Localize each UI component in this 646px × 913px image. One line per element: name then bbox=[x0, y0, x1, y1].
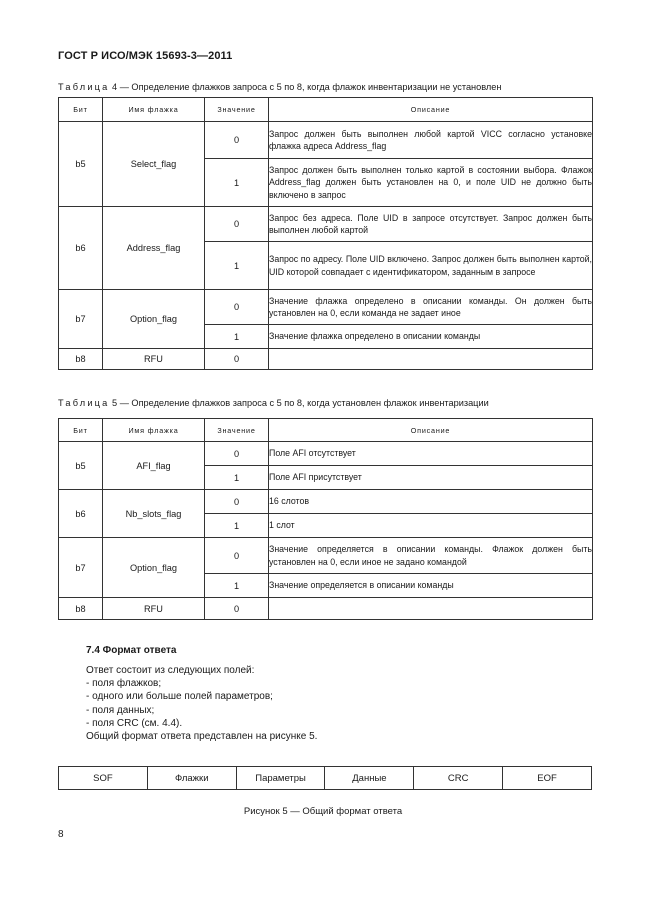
table4-caption bbox=[58, 82, 501, 92]
table-row bbox=[59, 538, 593, 574]
bit-cell: b7 bbox=[59, 538, 103, 598]
table-row bbox=[59, 490, 593, 514]
description-cell: Запрос без адреса. Поле UID в запросе отсутствует. Запрос должен быть выполнен любой картой bbox=[269, 207, 593, 242]
flag-name-cell: RFU bbox=[103, 598, 205, 620]
value-cell: 1 bbox=[205, 514, 269, 538]
bit-cell: b6 bbox=[59, 490, 103, 538]
flag-name-cell: AFI_flag bbox=[103, 442, 205, 490]
table5-header-row bbox=[59, 419, 593, 442]
body-line: - одного или больше полей параметров; bbox=[86, 691, 273, 703]
description-cell: Значение определяется в описании команды. Флажок должен быть установлен на 0, если иное не задано командой bbox=[269, 538, 593, 574]
description-cell: Значение флажка определено в описании команды bbox=[269, 325, 593, 349]
table4-title: — Определение флажков запроса с 5 по 8, когда флажок инвентаризации не установлен bbox=[119, 82, 502, 92]
table4-col-value: Значение bbox=[205, 98, 269, 122]
flag-name-cell: Select_flag bbox=[103, 122, 205, 207]
table5-label: Таблица bbox=[58, 398, 110, 408]
flag-name-cell: Option_flag bbox=[103, 538, 205, 598]
value-cell: 1 bbox=[205, 159, 269, 207]
table4-number: 4 bbox=[112, 82, 118, 92]
value-cell: 0 bbox=[205, 207, 269, 242]
section-title: 7.4 Формат ответа bbox=[86, 645, 177, 656]
field-flags: Флажки bbox=[147, 767, 236, 790]
value-cell: 0 bbox=[205, 290, 269, 325]
value-cell: 0 bbox=[205, 122, 269, 159]
field-crc: CRC bbox=[414, 767, 503, 790]
table4-header-row bbox=[59, 98, 593, 122]
table-row bbox=[59, 207, 593, 242]
table4-col-name: Имя флажка bbox=[103, 98, 205, 122]
body-line: Общий формат ответа представлен на рисунке 5. bbox=[86, 731, 318, 743]
value-cell: 0 bbox=[205, 598, 269, 620]
bit-cell: b7 bbox=[59, 290, 103, 349]
bit-cell: b8 bbox=[59, 349, 103, 370]
value-cell: 0 bbox=[205, 538, 269, 574]
value-cell: 1 bbox=[205, 466, 269, 490]
figure-caption: Рисунок 5 — Общий формат ответа bbox=[243, 806, 403, 817]
table5-number: 5 bbox=[112, 398, 118, 408]
field-sof: SOF bbox=[59, 767, 148, 790]
description-cell: Запрос должен быть выполнен только картой в состоянии выбора. Флажок Address_flag должен быть установлен на 0, и поле UID не должно быть включено в запрос bbox=[269, 159, 593, 207]
bit-cell: b6 bbox=[59, 207, 103, 290]
value-cell: 1 bbox=[205, 242, 269, 290]
bit-cell: b5 bbox=[59, 442, 103, 490]
description-cell: 1 слот bbox=[269, 514, 593, 538]
table4 bbox=[58, 97, 593, 370]
table4-col-description: Описание bbox=[269, 98, 593, 122]
description-cell: Запрос должен быть выполнен любой картой VICC согласно установке флажка адреса Address_flag bbox=[269, 122, 593, 159]
table4-label: Таблица bbox=[58, 82, 110, 92]
table-row bbox=[59, 122, 593, 159]
page-number: 8 bbox=[58, 829, 64, 840]
table-row bbox=[59, 290, 593, 325]
description-cell bbox=[269, 598, 593, 620]
body-line: - поля данных; bbox=[86, 704, 155, 716]
table5-caption bbox=[58, 398, 489, 408]
bit-cell: b8 bbox=[59, 598, 103, 620]
description-cell: 16 слотов bbox=[269, 490, 593, 514]
section-body bbox=[86, 664, 317, 743]
description-cell: Запрос по адресу. Поле UID включено. Запрос должен быть выполнен картой, UID которой совпадает с идентификатором, заданным в запросе bbox=[269, 242, 593, 290]
table-row bbox=[59, 442, 593, 466]
field-eof: EOF bbox=[503, 767, 592, 790]
table-row bbox=[59, 349, 593, 370]
field-data: Данные bbox=[325, 767, 414, 790]
table5-col-description: Описание bbox=[269, 419, 593, 442]
body-line: - поля CRC (см. 4.4). bbox=[86, 717, 183, 729]
value-cell: 0 bbox=[205, 349, 269, 370]
flag-name-cell: Option_flag bbox=[103, 290, 205, 349]
flag-name-cell: Address_flag bbox=[103, 207, 205, 290]
bit-cell: b5 bbox=[59, 122, 103, 207]
table5-col-value: Значение bbox=[205, 419, 269, 442]
description-cell: Значение флажка определено в описании команды. Он должен быть установлен на 0, если команда не задает иное bbox=[269, 290, 593, 325]
table4-col-bit: Бит bbox=[59, 98, 103, 122]
table5-title: — Определение флажков запроса с 5 по 8, когда установлен флажок инвентаризации bbox=[119, 398, 489, 408]
description-cell: Значение определяется в описании команды bbox=[269, 574, 593, 598]
flag-name-cell: RFU bbox=[103, 349, 205, 370]
value-cell: 1 bbox=[205, 574, 269, 598]
description-cell: Поле AFI отсутствует bbox=[269, 442, 593, 466]
description-cell: Поле AFI присутствует bbox=[269, 466, 593, 490]
body-line: - поля флажков; bbox=[86, 678, 162, 690]
table5-col-bit: Бит bbox=[59, 419, 103, 442]
value-cell: 0 bbox=[205, 490, 269, 514]
value-cell: 0 bbox=[205, 442, 269, 466]
table5-col-name: Имя флажка bbox=[103, 419, 205, 442]
value-cell: 1 bbox=[205, 325, 269, 349]
description-cell bbox=[269, 349, 593, 370]
table5 bbox=[58, 418, 593, 620]
field-parameters: Параметры bbox=[236, 767, 325, 790]
flag-name-cell: Nb_slots_flag bbox=[103, 490, 205, 538]
body-line: Ответ состоит из следующих полей: bbox=[86, 665, 255, 676]
table-row bbox=[59, 598, 593, 620]
response-format-figure bbox=[58, 766, 592, 790]
standard-header: ГОСТ Р ИСО/МЭК 15693-3—2011 bbox=[58, 50, 233, 62]
